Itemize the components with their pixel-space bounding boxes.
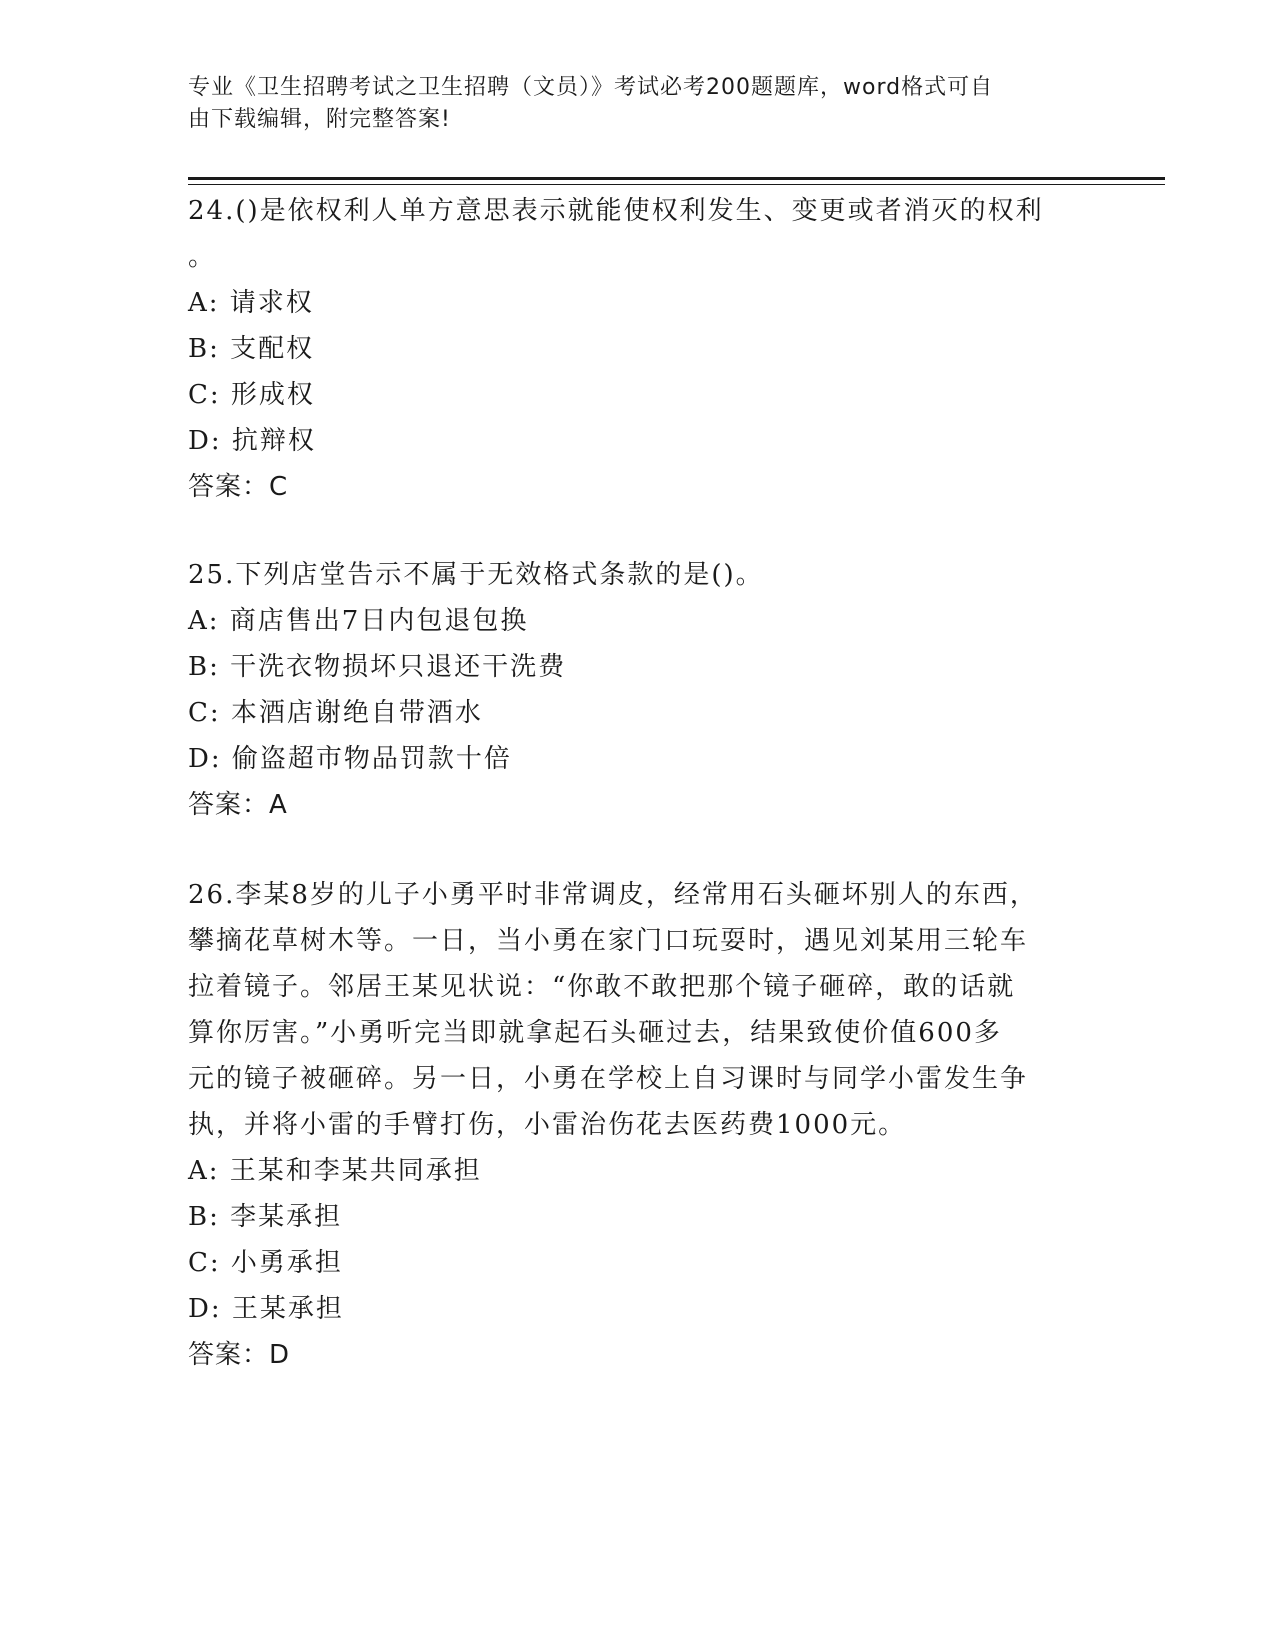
header-rule-thick	[188, 177, 1165, 180]
option-c: C: 小勇承担	[188, 1248, 343, 1278]
option-d: D: 偷盗超市物品罚款十倍	[188, 744, 512, 774]
question-stem-continuation: 。	[188, 242, 217, 272]
question-stem-line: 算你厉害。”小勇听完当即就拿起石头砸过去，结果致使价值600多	[188, 1018, 1002, 1048]
header-line-2: 由下载编辑，附完整答案!	[188, 107, 451, 132]
answer: 答案：A	[188, 790, 288, 820]
answer: 答案：C	[188, 472, 289, 502]
header-line-1: 专业《卫生招聘考试之卫生招聘（文员）》考试必考200题题库，word格式可自	[188, 75, 994, 100]
option-b: B: 李某承担	[188, 1202, 343, 1232]
option-d: D: 王某承担	[188, 1294, 344, 1324]
header-rule-thin	[188, 184, 1165, 185]
question-stem-line: 26.李某8岁的儿子小勇平时非常调皮，经常用石头砸坏别人的东西，	[188, 880, 1038, 910]
option-c: C: 本酒店谢绝自带酒水	[188, 698, 483, 728]
option-a: A: 商店售出7日内包退包换	[188, 606, 529, 636]
question-24	[188, 188, 1078, 510]
document-header	[188, 72, 1068, 136]
question-stem-line: 执，并将小雷的手臂打伤，小雷治伤花去医药费1000元。	[188, 1110, 907, 1140]
question-stem-line: 元的镜子被砸碎。另一日，小勇在学校上自习课时与同学小雷发生争	[188, 1064, 1029, 1094]
option-b: B: 干洗衣物损坏只退还干洗费	[188, 652, 567, 682]
question-25	[188, 552, 1078, 828]
question-26	[188, 872, 1078, 1378]
option-c: C: 形成权	[188, 380, 315, 410]
option-d: D: 抗辩权	[188, 426, 316, 456]
option-a: A: 王某和李某共同承担	[188, 1156, 482, 1186]
option-b: B: 支配权	[188, 334, 315, 364]
question-stem: 24.()是依权利人单方意思表示就能使权利发生、变更或者消灭的权利	[188, 196, 1044, 226]
question-stem: 25.下列店堂告示不属于无效格式条款的是()。	[188, 560, 764, 590]
question-stem-line: 拉着镜子。邻居王某见状说：“你敢不敢把那个镜子砸碎，敢的话就	[188, 972, 1016, 1002]
answer: 答案：D	[188, 1340, 291, 1370]
question-stem-line: 攀摘花草树木等。一日，当小勇在家门口玩耍时，遇见刘某用三轮车	[188, 926, 1029, 956]
option-a: A: 请求权	[188, 288, 314, 318]
